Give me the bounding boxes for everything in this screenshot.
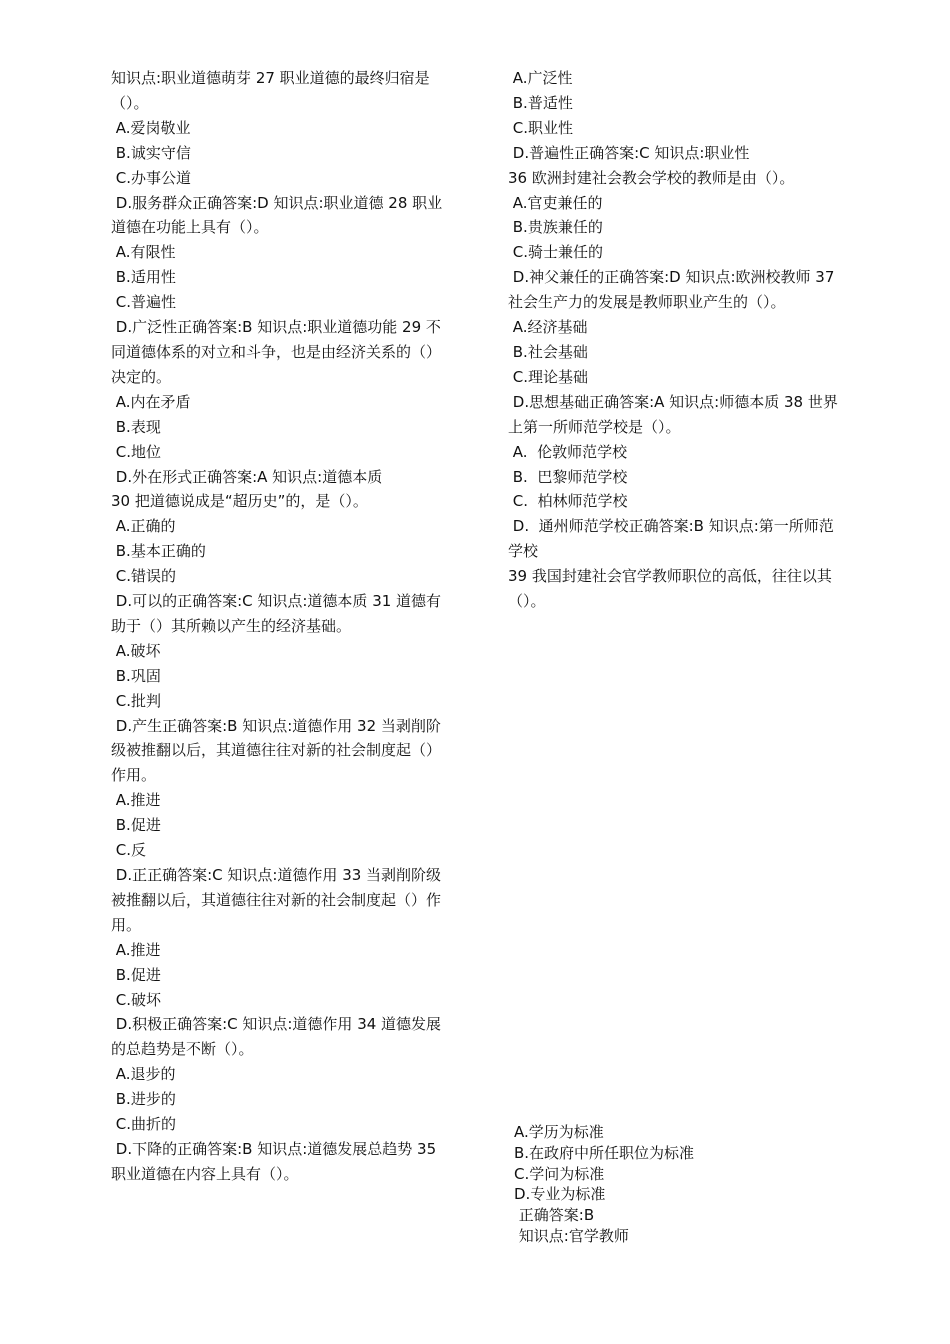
text-line: 36 欧洲封建社会教会学校的教师是由（）。 bbox=[508, 168, 795, 187]
option-line: D.广泛性正确答案:B 知识点:职业道德功能 29 不 bbox=[111, 318, 441, 337]
option-line: B.基本正确的 bbox=[111, 542, 206, 561]
option-line: B.适用性 bbox=[111, 268, 176, 287]
option-line: C.办事公道 bbox=[111, 168, 192, 187]
text-line: 助于（）其所赖以产生的经济基础。 bbox=[111, 616, 352, 635]
option-line: D.下降的正确答案:B 知识点:道德发展总趋势 35 bbox=[111, 1139, 437, 1158]
option-line: A.推进 bbox=[111, 791, 161, 810]
option-line: D.服务群众正确答案:D 知识点:职业道德 28 职业 bbox=[111, 193, 443, 212]
option-line: D.外在形式正确答案:A 知识点:道德本质 bbox=[111, 467, 383, 486]
option-line: A.学历为标准 bbox=[514, 1123, 604, 1141]
text-line: 作用。 bbox=[111, 766, 157, 785]
text-line: 39 我国封建社会官学教师职位的高低，往往以其 bbox=[508, 567, 832, 586]
text-line: 用。 bbox=[111, 915, 142, 934]
option-line: A.有限性 bbox=[111, 243, 176, 262]
option-line: C.理论基础 bbox=[508, 367, 589, 386]
text-line: 职业道德在内容上具有（）。 bbox=[111, 1164, 299, 1183]
text-line: 上第一所师范学校是（）。 bbox=[508, 417, 681, 436]
option-line: D.可以的正确答案:C 知识点:道德本质 31 道德有 bbox=[111, 592, 442, 611]
option-line: C.批判 bbox=[111, 691, 162, 710]
option-line: A.推进 bbox=[111, 940, 161, 959]
option-line: C.职业性 bbox=[508, 118, 574, 137]
option-line: A.官吏兼任的 bbox=[508, 193, 603, 212]
option-line: C. 柏林师范学校 bbox=[508, 492, 628, 511]
option-line: C.错误的 bbox=[111, 567, 177, 586]
option-line: A.爱岗敬业 bbox=[111, 118, 191, 137]
knowledge-point-line: 知识点:官学教师 bbox=[514, 1226, 629, 1245]
option-line: D.神父兼任的正确答案:D 知识点:欧洲校教师 37 bbox=[508, 268, 835, 287]
option-line: B.进步的 bbox=[111, 1090, 176, 1109]
option-line: B.社会基础 bbox=[508, 342, 588, 361]
option-line: B.在政府中所任职位为标准 bbox=[514, 1143, 695, 1162]
option-line: D.产生正确答案:B 知识点:道德作用 32 当剥削阶 bbox=[111, 716, 441, 735]
text-line: （）。 bbox=[508, 592, 546, 611]
right-column bbox=[508, 66, 880, 614]
left-column bbox=[111, 66, 491, 1187]
option-line: B.诚实守信 bbox=[111, 143, 191, 162]
text-line: 30 把道德说成是“超历史”的，是（）。 bbox=[111, 492, 368, 511]
option-line: B. 巴黎师范学校 bbox=[508, 467, 628, 486]
option-line: B.表现 bbox=[111, 417, 161, 436]
option-line: A.正确的 bbox=[111, 517, 176, 536]
text-line: 被推翻以后，其道德往往对新的社会制度起（）作 bbox=[111, 890, 442, 909]
option-line: C.反 bbox=[111, 841, 147, 860]
option-line: D. 通州师范学校正确答案:B 知识点:第一所师范 bbox=[508, 517, 834, 536]
option-line: A.广泛性 bbox=[508, 69, 573, 87]
option-line: A.破坏 bbox=[111, 641, 161, 660]
bottom-answer-block bbox=[514, 1122, 694, 1247]
option-line: C.学问为标准 bbox=[514, 1164, 605, 1183]
option-line: B.普适性 bbox=[508, 93, 573, 112]
option-line: C.曲折的 bbox=[111, 1115, 177, 1134]
text-line: 学校 bbox=[508, 542, 539, 561]
text-line: 同道德体系的对立和斗争，也是由经济关系的（） bbox=[111, 342, 442, 361]
text-line: 社会生产力的发展是教师职业产生的（）。 bbox=[508, 293, 786, 312]
option-line: C.骑士兼任的 bbox=[508, 243, 604, 262]
option-line: A.内在矛盾 bbox=[111, 392, 191, 411]
option-line: B.促进 bbox=[111, 965, 161, 984]
option-line: D.积极正确答案:C 知识点:道德作用 34 道德发展 bbox=[111, 1015, 442, 1034]
option-line: D.正正确答案:C 知识点:道德作用 33 当剥削阶级 bbox=[111, 866, 442, 884]
text-line: 的总趋势是不断（）。 bbox=[111, 1040, 254, 1059]
option-line: D.思想基础正确答案:A 知识点:师德本质 38 世界 bbox=[508, 392, 838, 411]
text-line: 知识点:职业道德萌芽 27 职业道德的最终归宿是 bbox=[111, 69, 430, 87]
answer-line: 正确答案:B bbox=[514, 1206, 595, 1225]
text-line: 级被推翻以后，其道德往往对新的社会制度起（） bbox=[111, 741, 442, 760]
option-line: C.普遍性 bbox=[111, 293, 177, 312]
option-line: A.退步的 bbox=[111, 1065, 176, 1084]
text-line: 决定的。 bbox=[111, 367, 172, 386]
option-line: D.专业为标准 bbox=[514, 1185, 606, 1204]
text-line: 道德在功能上具有（）。 bbox=[111, 218, 269, 237]
option-line: C.地位 bbox=[111, 442, 162, 461]
option-line: D.普遍性正确答案:C 知识点:职业性 bbox=[508, 143, 750, 162]
option-line: B.贵族兼任的 bbox=[508, 218, 603, 237]
option-line: A.经济基础 bbox=[508, 318, 588, 337]
option-line: A. 伦敦师范学校 bbox=[508, 442, 628, 461]
option-line: C.破坏 bbox=[111, 990, 162, 1009]
option-line: B.促进 bbox=[111, 816, 161, 835]
option-line: B.巩固 bbox=[111, 666, 161, 685]
text-line: （）。 bbox=[111, 93, 149, 112]
